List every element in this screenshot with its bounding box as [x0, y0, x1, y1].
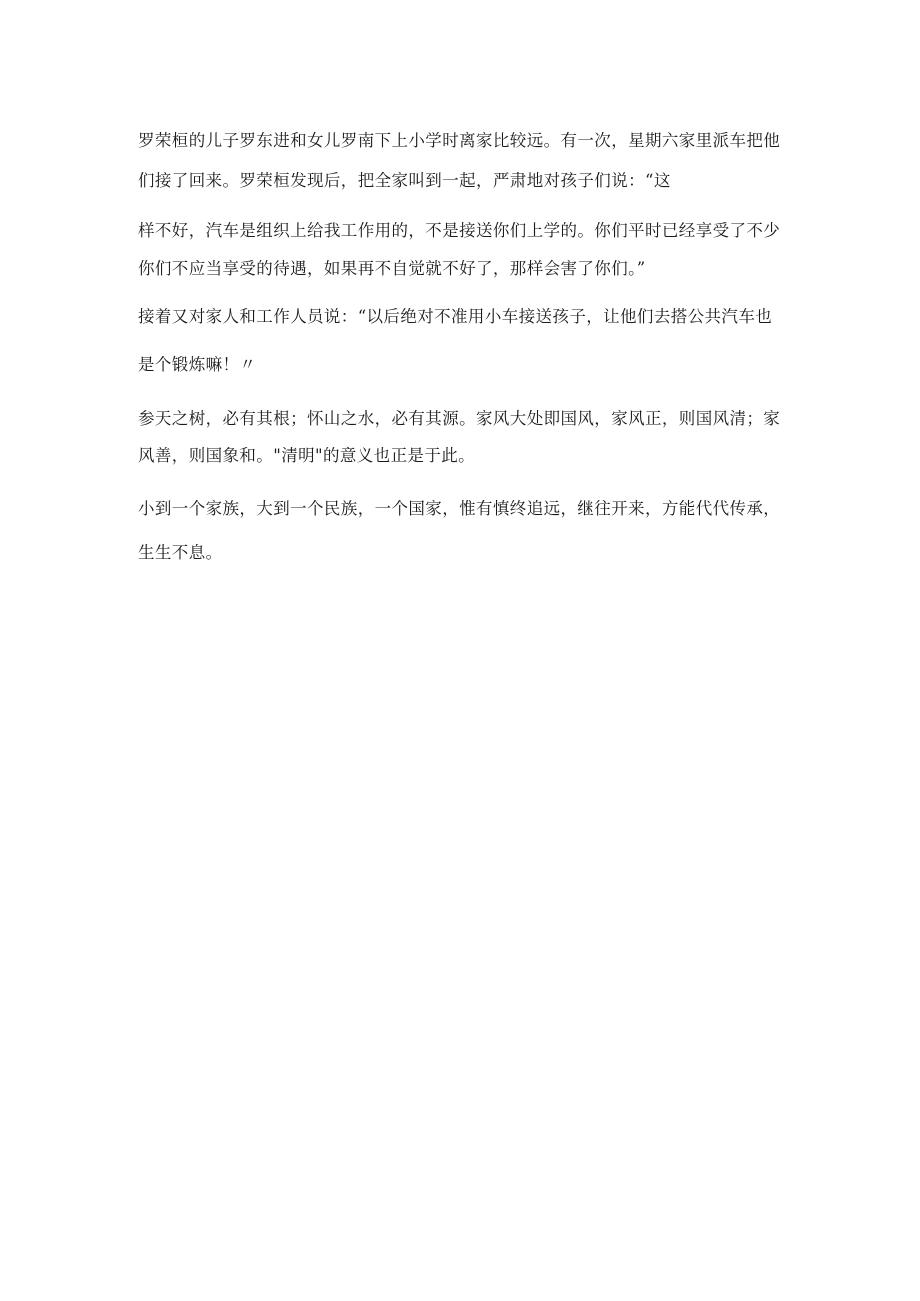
- paragraph-5-line-2: 生生不息。: [138, 543, 223, 562]
- paragraph-3-line-1: 接着又对家人和工作人员说：“以后绝对不准用小车接送孩子，让他们去搭公共汽车也: [138, 307, 773, 326]
- paragraph-4-line-1: 参天之树，必有其根；怀山之水，必有其源。家风大处即国风，家风正，则国风清；家: [138, 409, 781, 428]
- paragraph-2-line-2: 你们不应当享受的待遇，如果再不自觉就不好了，那样会害了你们。”: [138, 259, 646, 278]
- paragraph-4-line-2: 风善，则国象和。"清明"的意义也正是于此。: [138, 446, 476, 465]
- paragraph-5-line-1: 小到一个家族，大到一个民族，一个国家，惟有慎终追远，继往开来，方能代代传承，: [138, 499, 781, 518]
- paragraph-3-line-2: 是个锻炼嘛！〃: [138, 355, 257, 374]
- paragraph-1-line-2: 们接了回来。罗荣桓发现后，把全家叫到一起，严肃地对孩子们说：“这: [138, 171, 671, 190]
- paragraph-1-line-1: 罗荣桓的儿子罗东进和女儿罗南下上小学时离家比较远。有一次，星期六家里派车把他: [138, 131, 781, 150]
- paragraph-2-line-1: 样不好，汽车是组织上给我工作用的，不是接送你们上学的。你们平时已经享受了不少: [138, 221, 781, 240]
